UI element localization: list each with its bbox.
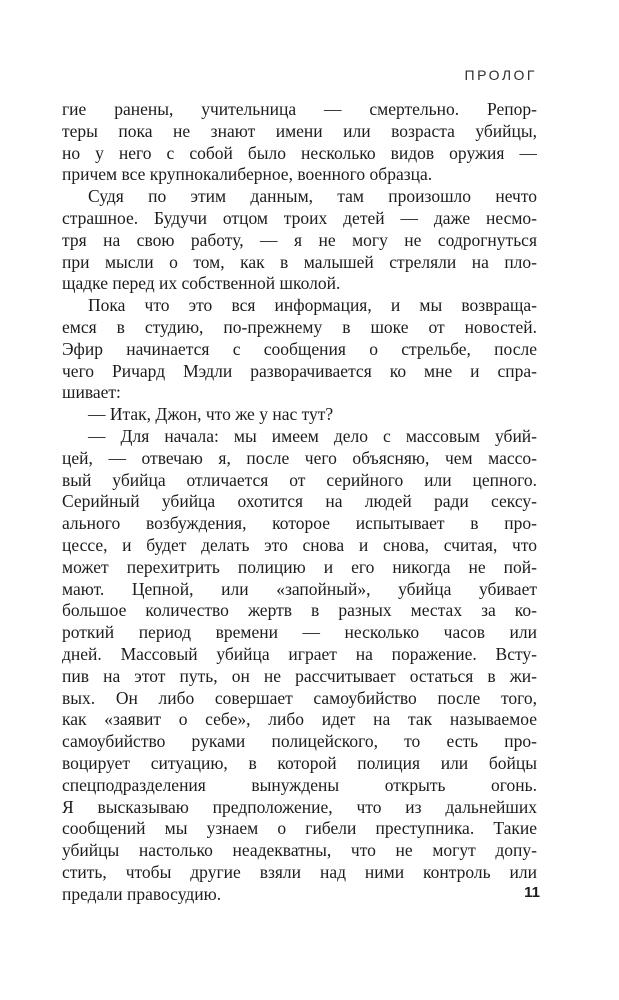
text-line: тря на свою работу, — я не могу не содрогнуться [62, 229, 537, 250]
text-line: цей, — отвечаю я, после чего объясняю, чем массо- [62, 447, 537, 468]
text-line: Пока что это вся информация, и мы возвраща- [88, 295, 537, 316]
text-line: Я высказываю предположение, что из дальнейших [62, 796, 537, 817]
text-line: емся в студию, по-прежнему в шоке от новостей. [62, 316, 537, 337]
text-line: как «заявит о себе», либо идет на так называемое [62, 709, 537, 730]
text-line: — Для начала: мы имеем дело с массовым убий- [88, 425, 537, 446]
text-line: воцирует ситуацию, в которой полиция или бойцы [62, 752, 537, 773]
text-line: Судя по этим данным, там произошло нечто [88, 186, 537, 207]
text-line: теры пока не знают имени или возраста убийцы, [62, 120, 537, 141]
text-line: гие ранены, учительница — смертельно. Репор- [62, 99, 537, 119]
text-line: щадке перед их собственной школой. [62, 273, 341, 294]
text-line: спецподразделения вынуждены открыть огонь. [62, 774, 537, 795]
text-block [62, 99, 537, 905]
text-line: Серийный убийца охотится на людей ради сексу- [62, 491, 537, 512]
text-line: вый убийца отличается от серийного или цепного. [62, 469, 537, 490]
text-line: вых. Он либо совершает самоубийство после того, [62, 687, 537, 708]
text-line: страшное. Будучи отцом троих детей — даже несмо- [62, 207, 537, 228]
text-line: чего Ричард Мэдли разворачивается ко мне и спра- [62, 360, 537, 381]
text-line: роткий период времени — несколько часов или [62, 622, 537, 643]
text-line: убийцы настолько неадекватны, что не могут допу- [62, 840, 537, 861]
text-line: дней. Массовый убийца играет на поражение. Всту- [62, 643, 537, 664]
text-line: Эфир начинается с сообщения о стрельбе, после [62, 338, 537, 359]
text-line: шивает: [62, 382, 121, 403]
text-line: причем все крупнокалиберное, военного образца. [62, 164, 433, 185]
text-line: — Итак, Джон, что же у нас тут? [88, 404, 334, 425]
text-line: может перехитрить полицию и его никогда не пой- [62, 556, 537, 577]
text-line: мают. Цепной, или «запойный», убийца убивает [62, 578, 537, 599]
text-line: цессе, и будет делать это снова и снова, считая, что [62, 534, 537, 555]
page-number: 11 [524, 884, 540, 901]
text-line: стить, чтобы другие взяли над ними контроль или [62, 861, 537, 882]
text-line: самоубийство руками полицейского, то есть про- [62, 731, 537, 752]
text-line: сообщений мы узнаем о гибели преступника. Такие [62, 818, 537, 839]
running-header: ПРОЛОГ [464, 67, 537, 83]
text-line: большое количество жертв в разных местах за ко- [62, 600, 537, 621]
text-line: предали правосудию. [62, 883, 222, 904]
text-line: при мысли о том, как в малышей стреляли на пло- [62, 251, 537, 272]
text-line: ального возбуждения, которое испытывает в про- [62, 513, 537, 534]
text-line: но у него с собой было несколько видов оружия — [62, 142, 537, 163]
text-line: пив на этот путь, он не рассчитывает остаться в жи- [62, 665, 537, 686]
